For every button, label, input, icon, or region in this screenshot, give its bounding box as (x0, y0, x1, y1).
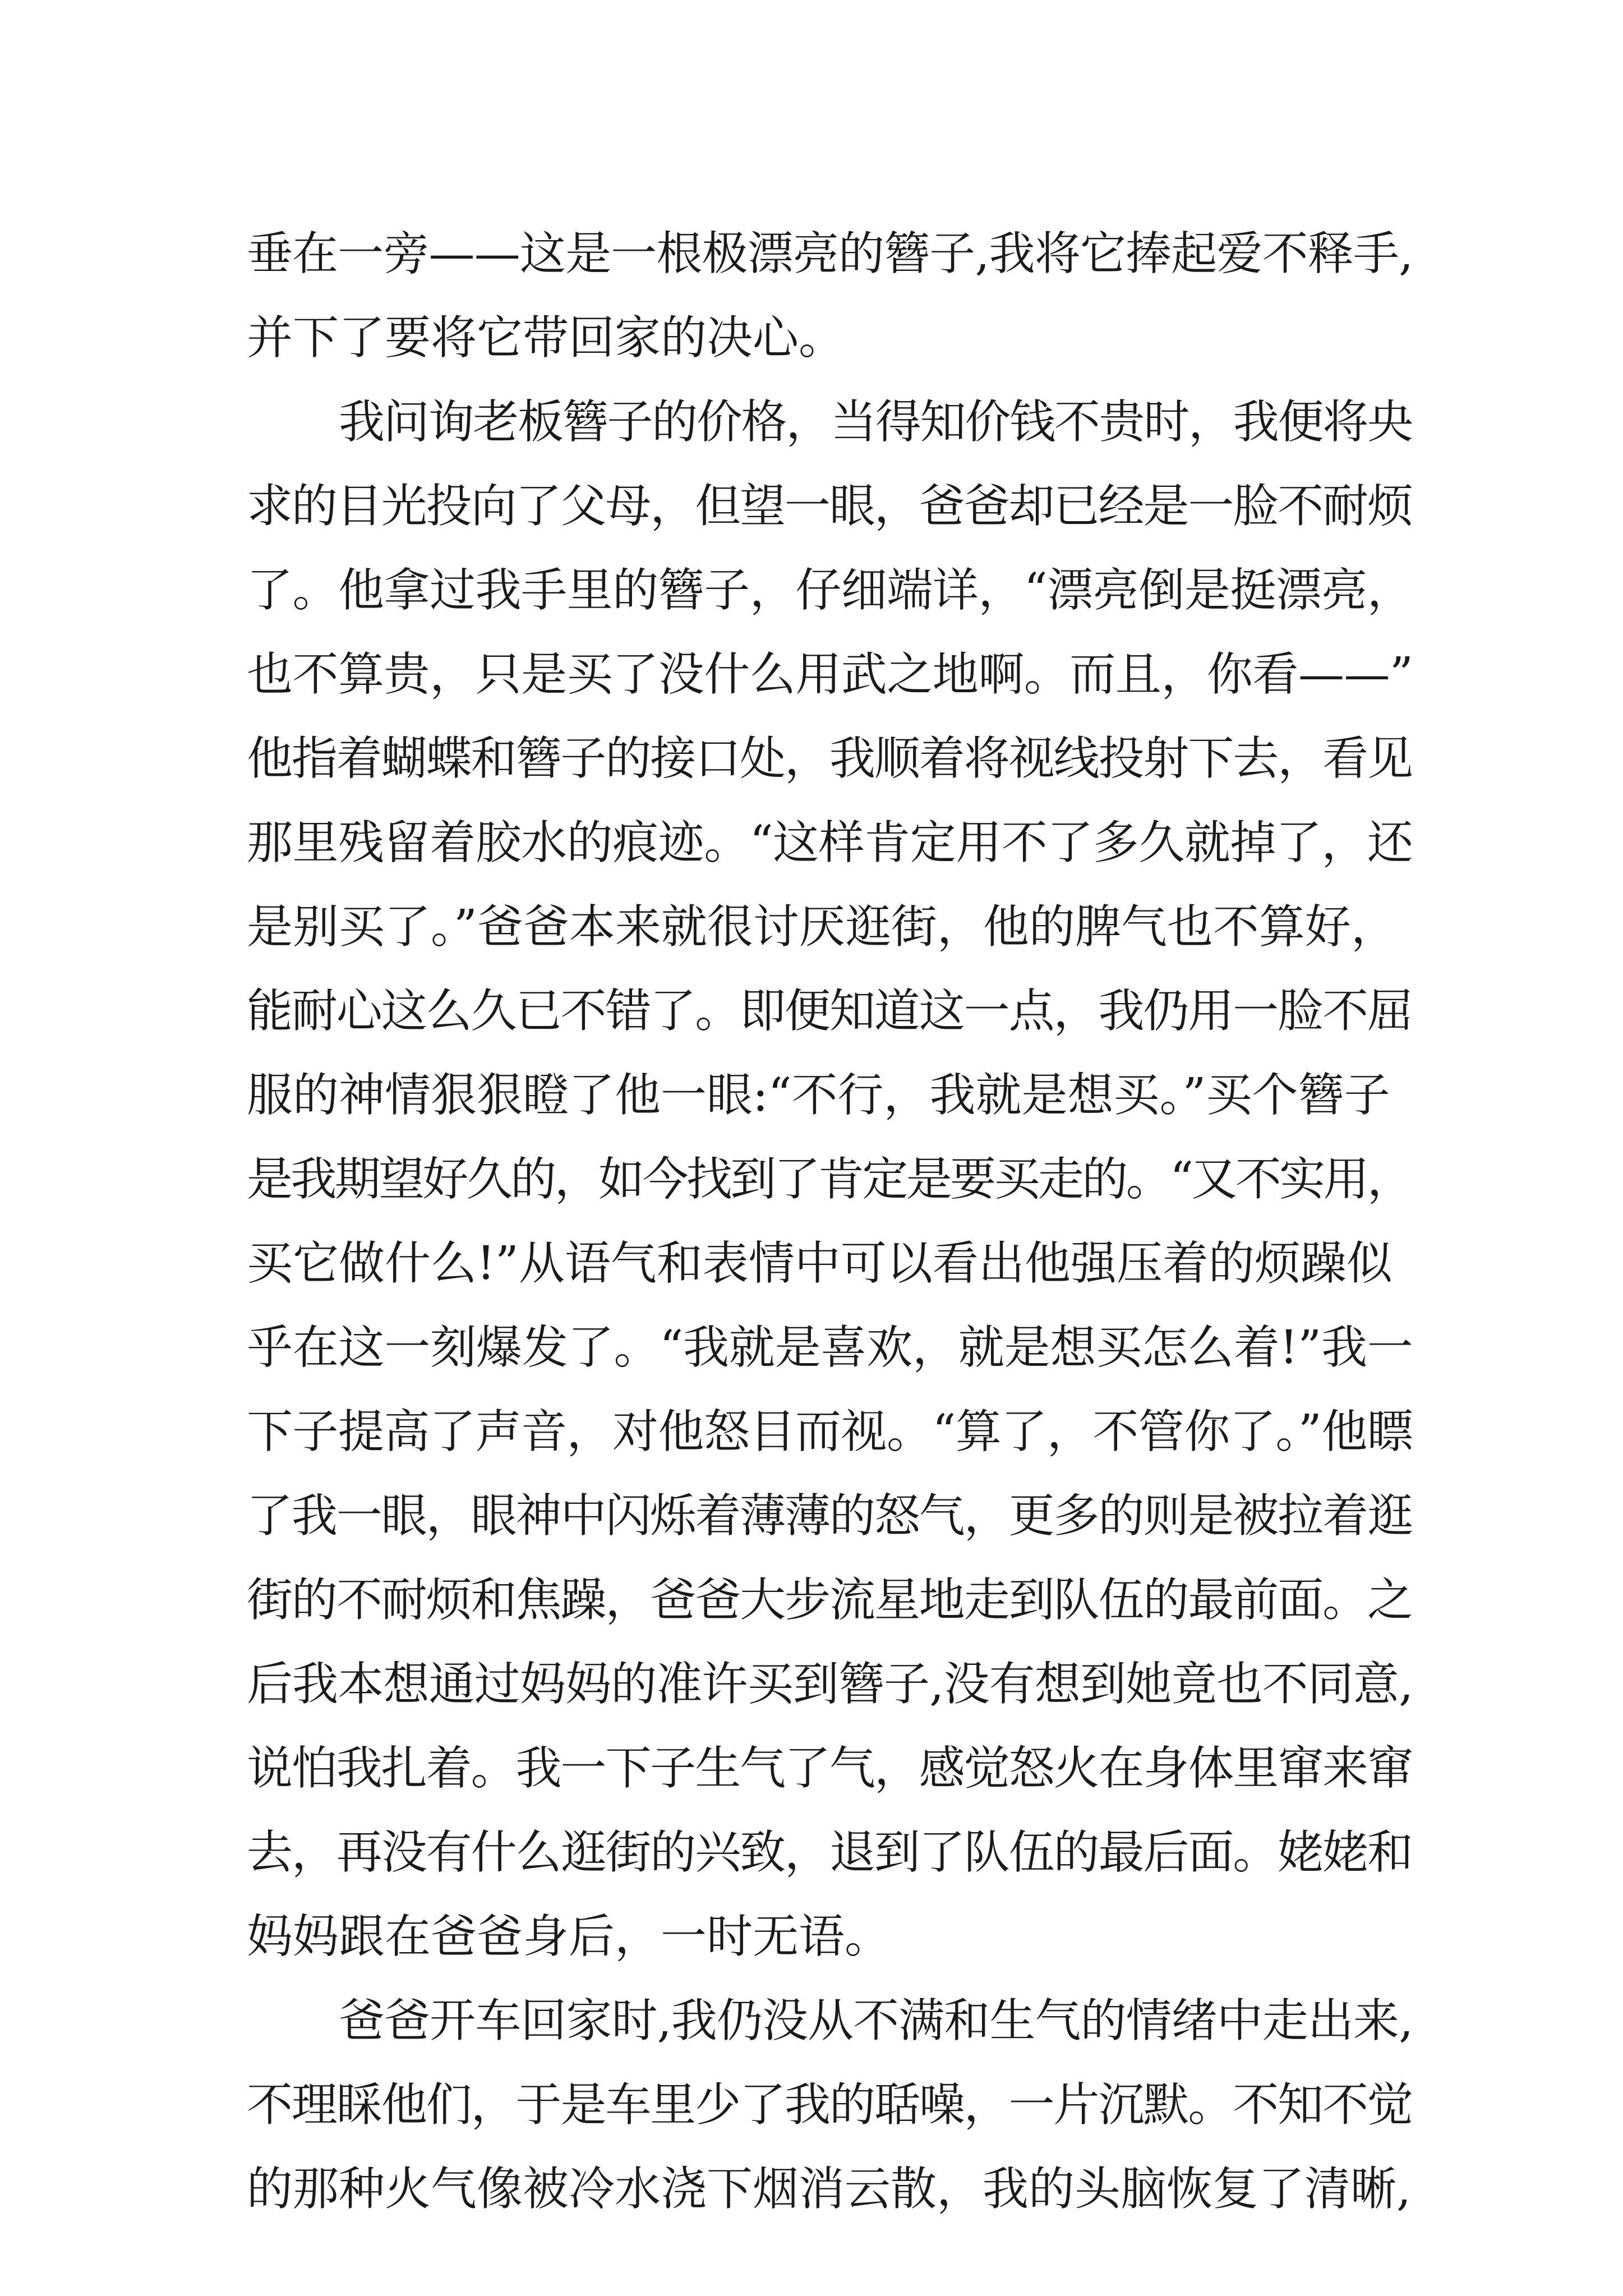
text-line: 后我本想通过妈妈的准许买到簪子,没有想到她竟也不同意, (247, 1658, 1413, 1711)
text-line: 了我一眼，眼神中闪烁着薄薄的怒气，更多的则是被拉着逛 (247, 1489, 1412, 1543)
text-line: 妈妈跟在爸爸身后，一时无语。 (247, 1910, 891, 1963)
text-line: 垂在一旁——这是一根极漂亮的簪子,我将它捧起爱不释手, (247, 227, 1413, 280)
text-line: 那里残留着胶水的痕迹。“这样肯定用不了多久就掉了，还 (247, 816, 1413, 869)
text-line: 的那种火气像被冷水浇下烟消云散，我的头脑恢复了清晰, (247, 2162, 1412, 2216)
text-line: 是别买了。”爸爸本来就很讨厌逛街，他的脾气也不算好， (247, 900, 1397, 954)
text-line: 说怕我扎着。我一下子生气了气，感觉怒火在身体里窜来窜 (247, 1742, 1412, 1795)
text-line: 了。他拿过我手里的簪子，仔细端详，“漂亮倒是挺漂亮， (247, 564, 1413, 617)
text-line: 街的不耐烦和焦躁，爸爸大步流星地走到队伍的最前面。之 (247, 1573, 1412, 1627)
text-line: 能耐心这么久已不错了。即便知道这一点，我仍用一脸不屈 (247, 984, 1412, 1038)
text-line: 服的神情狠狠瞪了他一眼:“不行，我就是想买。”买个簪子 (247, 1069, 1390, 1122)
text-line: 不理睬他们，于是车里少了我的聒噪，一片沉默。不知不觉 (247, 2078, 1412, 2132)
text-line: 并下了要将它带回家的决心。 (247, 311, 845, 365)
text-line: 求的目光投向了父母，但望一眼，爸爸却已经是一脸不耐烦 (247, 480, 1412, 533)
body-text (247, 212, 1413, 2231)
text-line: 也不算贵，只是买了没什么用武之地啊。而且，你看——” (247, 648, 1413, 701)
text-line: 他指着蝴蝶和簪子的接口处，我顺着将视线投射下去，看见 (247, 732, 1412, 785)
text-line: 我问询老板簪子的价格，当得知价钱不贵时，我便将央 (339, 395, 1412, 449)
text-line: 乎在这一刻爆发了。“我就是喜欢，就是想买怎么着!”我一 (247, 1321, 1413, 1374)
text-line: 买它做什么!”从语气和表情中可以看出他强压着的烦躁似 (247, 1237, 1393, 1290)
text-line: 爸爸开车回家时,我仍没从不满和生气的情绪中走出来, (339, 1994, 1413, 2047)
text-line: 去，再没有什么逛街的兴致，退到了队伍的最后面。姥姥和 (247, 1826, 1412, 1879)
text-line: 是我期望好久的，如今找到了肯定是要买走的。“又不实用， (247, 1153, 1412, 1206)
text-line: 下子提高了声音，对他怒目而视。“算了，不管你了。”他瞟 (247, 1405, 1413, 1458)
